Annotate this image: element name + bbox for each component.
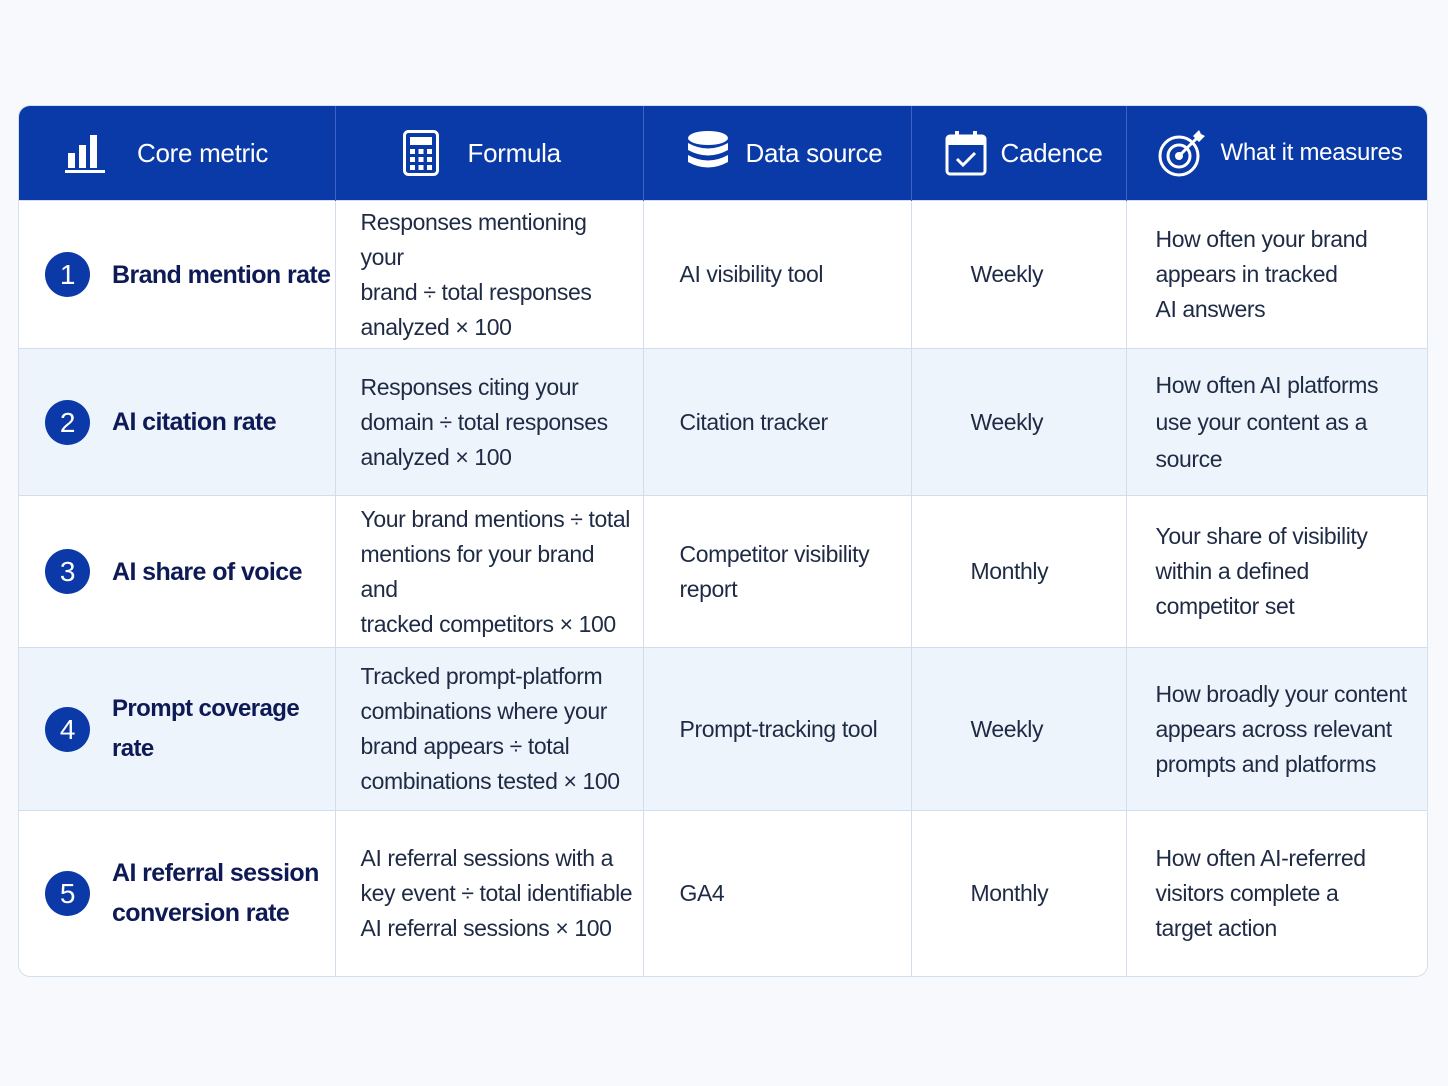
bar-chart-icon xyxy=(65,132,107,174)
metric-name: AI share of voice xyxy=(112,557,302,586)
table-row xyxy=(19,811,1427,976)
metric-name: AI citation rate xyxy=(112,408,277,436)
metric-cell xyxy=(19,349,335,496)
measures-cell: How often AI-referred visitors complete a target action xyxy=(1126,811,1427,976)
row-number-badge: 5 xyxy=(45,871,90,916)
metric-cell xyxy=(19,496,335,648)
row-number-badge: 4 xyxy=(45,707,90,752)
metric-name: Prompt coverage rate xyxy=(112,695,300,762)
header-label: Formula xyxy=(467,137,561,168)
metric-cell xyxy=(19,201,335,349)
metric-cell xyxy=(19,811,335,976)
data-source-cell: Prompt-tracking tool xyxy=(643,648,911,811)
measures-cell: How often AI platforms use your content as a source xyxy=(1126,349,1427,496)
row-number-badge: 3 xyxy=(45,549,90,594)
metrics-table xyxy=(19,106,1427,976)
formula-cell: Responses mentioning your brand ÷ total responses analyzed × 100 xyxy=(335,201,643,349)
metrics-table-card xyxy=(18,105,1428,977)
header-row xyxy=(19,106,1427,201)
table-row xyxy=(19,648,1427,811)
header-label: Cadence xyxy=(1000,137,1103,168)
metric-name: Brand mention rate xyxy=(112,260,331,289)
header-what-it-measures xyxy=(1126,106,1427,201)
target-icon xyxy=(1157,128,1207,178)
table-row xyxy=(19,349,1427,496)
header-label: What it measures xyxy=(1220,139,1403,166)
table-row xyxy=(19,496,1427,648)
data-source-cell: GA4 xyxy=(643,811,911,976)
formula-cell: Tracked prompt-platform combinations where your brand appears ÷ total combinations tested × 100 xyxy=(335,648,643,811)
data-source-cell: Competitor visibility report xyxy=(643,496,911,648)
row-number-badge: 2 xyxy=(45,400,90,445)
metric-cell xyxy=(19,648,335,811)
cadence-cell: Weekly xyxy=(911,349,1126,496)
table-row xyxy=(19,201,1427,349)
formula-cell: AI referral sessions with a key event ÷ total identifiable AI referral sessions × 100 xyxy=(335,811,643,976)
measures-cell: How broadly your content appears across relevant prompts and platforms xyxy=(1126,648,1427,811)
header-data-source xyxy=(643,106,911,201)
header-formula xyxy=(335,106,643,201)
header-label: Data source xyxy=(745,137,883,168)
header-core-metric xyxy=(19,106,335,201)
formula-cell: Responses citing your domain ÷ total responses analyzed × 100 xyxy=(335,349,643,496)
header-cadence xyxy=(911,106,1126,201)
measures-cell: How often your brand appears in tracked AI answers xyxy=(1126,201,1427,349)
metric-name: AI referral session conversion rate xyxy=(112,859,319,928)
cadence-cell: Monthly xyxy=(911,811,1126,976)
database-icon xyxy=(687,130,729,176)
cadence-cell: Monthly xyxy=(911,496,1126,648)
data-source-cell: AI visibility tool xyxy=(643,201,911,349)
row-number-badge: 1 xyxy=(45,252,90,297)
cadence-cell: Weekly xyxy=(911,201,1126,349)
formula-cell: Your brand mentions ÷ total mentions for your brand and tracked competitors × 100 xyxy=(335,496,643,648)
header-label: Core metric xyxy=(137,137,269,168)
cadence-cell: Weekly xyxy=(911,648,1126,811)
calendar-icon xyxy=(945,130,987,176)
data-source-cell: Citation tracker xyxy=(643,349,911,496)
calculator-icon xyxy=(403,130,439,176)
measures-cell: Your share of visibility within a defined competitor set xyxy=(1126,496,1427,648)
